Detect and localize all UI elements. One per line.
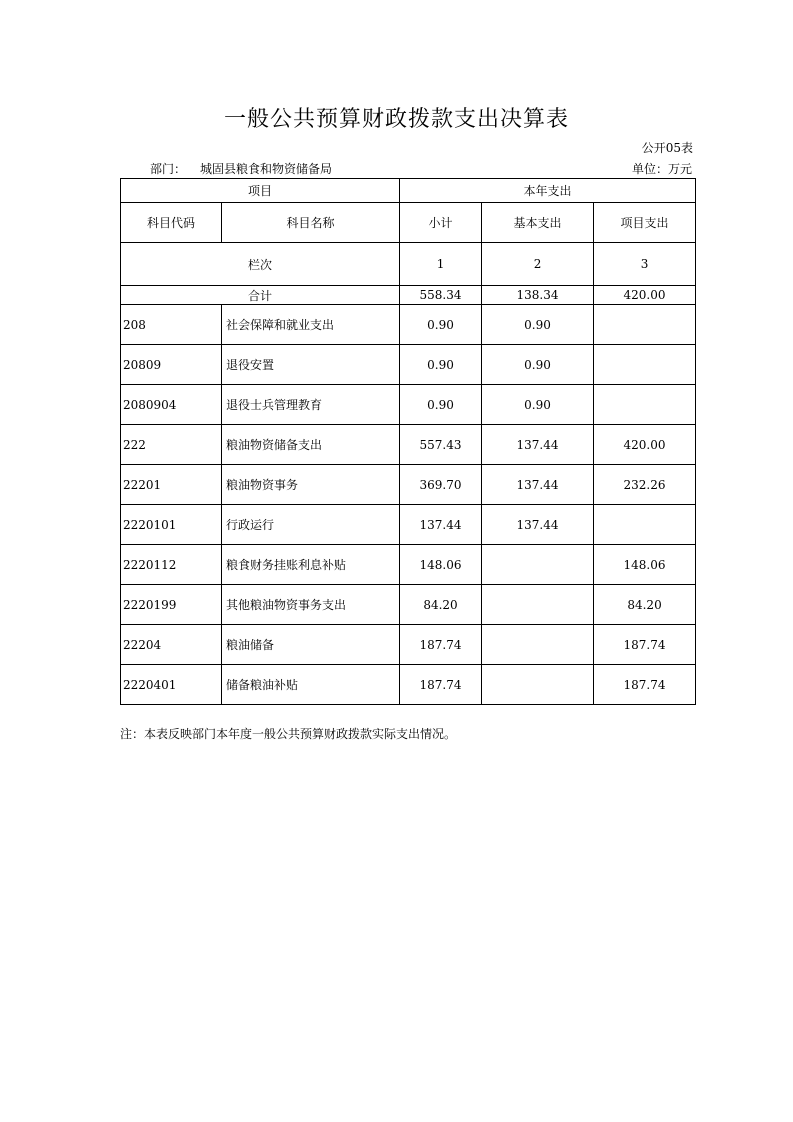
- row-name: 退役安置: [222, 345, 400, 385]
- department-line: [150, 160, 332, 177]
- row-basic: 0.90: [482, 385, 594, 425]
- row-code: 2220101: [121, 505, 222, 545]
- total-project: 420.00: [594, 286, 696, 305]
- row-name: 其他粮油物资事务支出: [222, 585, 400, 625]
- page-title: 一般公共预算财政拨款支出决算表: [223, 107, 569, 132]
- header-name: 科目名称: [222, 203, 400, 243]
- column-number-1: 1: [400, 243, 482, 286]
- row-code: 2220401: [121, 665, 222, 705]
- column-number-2: 2: [482, 243, 594, 286]
- row-project: 84.20: [594, 585, 696, 625]
- row-subtotal: 187.74: [400, 665, 482, 705]
- header-basic: 基本支出: [482, 203, 594, 243]
- table-row: [121, 465, 696, 505]
- expenditure-table: [120, 178, 696, 705]
- row-name: 粮油储备: [222, 625, 400, 665]
- row-name: 储备粮油补贴: [222, 665, 400, 705]
- row-subtotal: 187.74: [400, 625, 482, 665]
- column-order-row: [121, 243, 696, 286]
- table-row: [121, 585, 696, 625]
- row-basic: [482, 545, 594, 585]
- header-code: 科目代码: [121, 203, 222, 243]
- row-basic: [482, 585, 594, 625]
- row-subtotal: 84.20: [400, 585, 482, 625]
- row-project: 148.06: [594, 545, 696, 585]
- row-code: 20809: [121, 345, 222, 385]
- footnote: 注：本表反映部门本年度一般公共预算财政拨款实际支出情况。: [120, 727, 457, 741]
- row-basic: 137.44: [482, 425, 594, 465]
- header-row-1: [121, 179, 696, 203]
- row-code: 22204: [121, 625, 222, 665]
- row-code: 2080904: [121, 385, 222, 425]
- form-number: 公开05表: [641, 141, 693, 155]
- row-basic: 137.44: [482, 465, 594, 505]
- table-row: [121, 545, 696, 585]
- table-row: [121, 385, 696, 425]
- row-subtotal: 137.44: [400, 505, 482, 545]
- header-project: 项目支出: [594, 203, 696, 243]
- total-row: [121, 286, 696, 305]
- row-project: [594, 385, 696, 425]
- row-name: 退役士兵管理教育: [222, 385, 400, 425]
- header-row-2: [121, 203, 696, 243]
- header-current-year: 本年支出: [400, 179, 696, 203]
- row-project: 187.74: [594, 665, 696, 705]
- unit-label: 单位：万元: [631, 162, 692, 176]
- row-subtotal: 0.90: [400, 345, 482, 385]
- row-name: 粮油物资储备支出: [222, 425, 400, 465]
- row-subtotal: 557.43: [400, 425, 482, 465]
- row-code: 2220112: [121, 545, 222, 585]
- row-name: 行政运行: [222, 505, 400, 545]
- table-row: [121, 425, 696, 465]
- row-name: 粮食财务挂账利息补贴: [222, 545, 400, 585]
- column-order-label: 栏次: [121, 243, 400, 286]
- table-row: [121, 345, 696, 385]
- column-number-3: 3: [594, 243, 696, 286]
- row-project: 420.00: [594, 425, 696, 465]
- total-label: 合计: [121, 286, 400, 305]
- row-project: 187.74: [594, 625, 696, 665]
- row-basic: 0.90: [482, 345, 594, 385]
- total-subtotal: 558.34: [400, 286, 482, 305]
- row-code: 222: [121, 425, 222, 465]
- row-code: 2220199: [121, 585, 222, 625]
- department-name: 城固县粮食和物资储备局: [200, 162, 333, 176]
- row-project: [594, 345, 696, 385]
- row-basic: [482, 665, 594, 705]
- table-row: [121, 305, 696, 345]
- total-basic: 138.34: [482, 286, 594, 305]
- row-basic: [482, 625, 594, 665]
- row-project: [594, 505, 696, 545]
- department-label: 部门：: [150, 162, 187, 176]
- row-project: [594, 305, 696, 345]
- row-basic: 137.44: [482, 505, 594, 545]
- row-code: 208: [121, 305, 222, 345]
- row-subtotal: 0.90: [400, 385, 482, 425]
- row-name: 粮油物资事务: [222, 465, 400, 505]
- table-row: [121, 665, 696, 705]
- table-row: [121, 625, 696, 665]
- row-basic: 0.90: [482, 305, 594, 345]
- row-subtotal: 148.06: [400, 545, 482, 585]
- row-code: 22201: [121, 465, 222, 505]
- row-subtotal: 369.70: [400, 465, 482, 505]
- row-name: 社会保障和就业支出: [222, 305, 400, 345]
- header-item: 项目: [121, 179, 400, 203]
- table-row: [121, 505, 696, 545]
- row-project: 232.26: [594, 465, 696, 505]
- header-subtotal: 小计: [400, 203, 482, 243]
- row-subtotal: 0.90: [400, 305, 482, 345]
